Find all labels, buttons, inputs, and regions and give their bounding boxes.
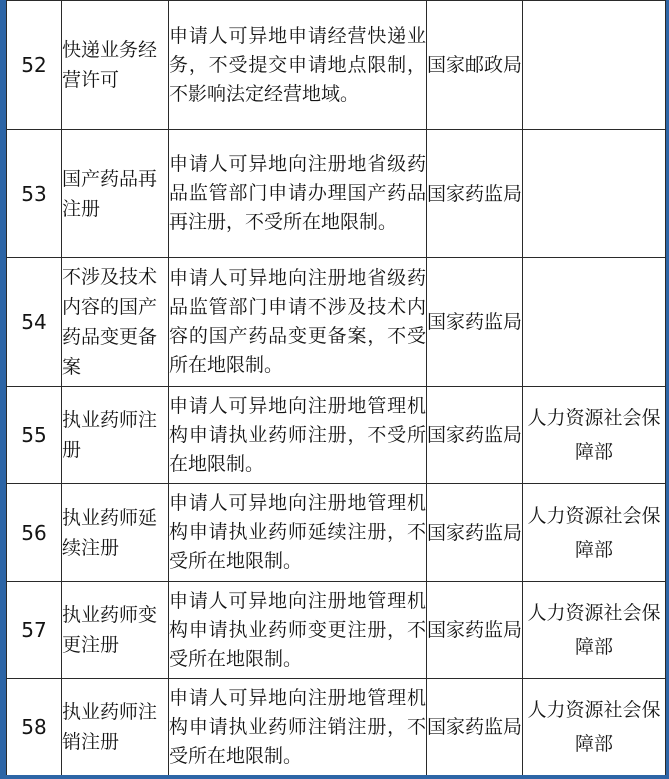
row-number: 54 bbox=[7, 258, 62, 387]
table-row bbox=[7, 484, 666, 582]
item-description: 申请人可异地向注册地管理机构申请执业药师注册，不受所在地限制。 bbox=[169, 387, 427, 484]
item-description: 申请人可异地向注册地省级药品监管部门申请不涉及技术内容的国产药品变更备案，不受所在地限制。 bbox=[169, 258, 427, 387]
item-name: 执业药师注册 bbox=[62, 387, 169, 484]
table-row bbox=[7, 258, 666, 387]
row-number: 57 bbox=[7, 582, 62, 679]
row-number: 52 bbox=[7, 1, 62, 130]
bottom-frame-border bbox=[0, 775, 669, 779]
cooperating-department: 人力资源社会保障部 bbox=[523, 679, 666, 776]
lead-department: 国家药监局 bbox=[427, 387, 523, 484]
table-row bbox=[7, 1, 666, 130]
item-description: 申请人可异地申请经营快递业务，不受提交申请地点限制，不影响法定经营地域。 bbox=[169, 1, 427, 130]
row-number: 58 bbox=[7, 679, 62, 776]
lead-department: 国家药监局 bbox=[427, 679, 523, 776]
lead-department: 国家药监局 bbox=[427, 258, 523, 387]
item-description: 申请人可异地向注册地省级药品监管部门申请办理国产药品再注册，不受所在地限制。 bbox=[169, 130, 427, 258]
lead-department: 国家药监局 bbox=[427, 582, 523, 679]
cooperating-department bbox=[523, 258, 666, 387]
item-description: 申请人可异地向注册地管理机构申请执业药师延续注册，不受所在地限制。 bbox=[169, 484, 427, 582]
row-number: 56 bbox=[7, 484, 62, 582]
table-row bbox=[7, 582, 666, 679]
item-description: 申请人可异地向注册地管理机构申请执业药师变更注册，不受所在地限制。 bbox=[169, 582, 427, 679]
item-name: 国产药品再注册 bbox=[62, 130, 169, 258]
table-row bbox=[7, 387, 666, 484]
item-name: 执业药师注销注册 bbox=[62, 679, 169, 776]
table-row bbox=[7, 130, 666, 258]
cooperating-department: 人力资源社会保障部 bbox=[523, 582, 666, 679]
item-table bbox=[6, 0, 666, 776]
cooperating-department: 人力资源社会保障部 bbox=[523, 387, 666, 484]
row-number: 55 bbox=[7, 387, 62, 484]
item-name: 执业药师延续注册 bbox=[62, 484, 169, 582]
lead-department: 国家邮政局 bbox=[427, 1, 523, 130]
lead-department: 国家药监局 bbox=[427, 130, 523, 258]
lead-department: 国家药监局 bbox=[427, 484, 523, 582]
cooperating-department bbox=[523, 130, 666, 258]
item-name: 不涉及技术内容的国产药品变更备案 bbox=[62, 258, 169, 387]
cooperating-department: 人力资源社会保障部 bbox=[523, 484, 666, 582]
item-name: 执业药师变更注册 bbox=[62, 582, 169, 679]
item-name: 快递业务经营许可 bbox=[62, 1, 169, 130]
item-description: 申请人可异地向注册地管理机构申请执业药师注销注册，不受所在地限制。 bbox=[169, 679, 427, 776]
table-row bbox=[7, 679, 666, 776]
cooperating-department bbox=[523, 1, 666, 130]
row-number: 53 bbox=[7, 130, 62, 258]
